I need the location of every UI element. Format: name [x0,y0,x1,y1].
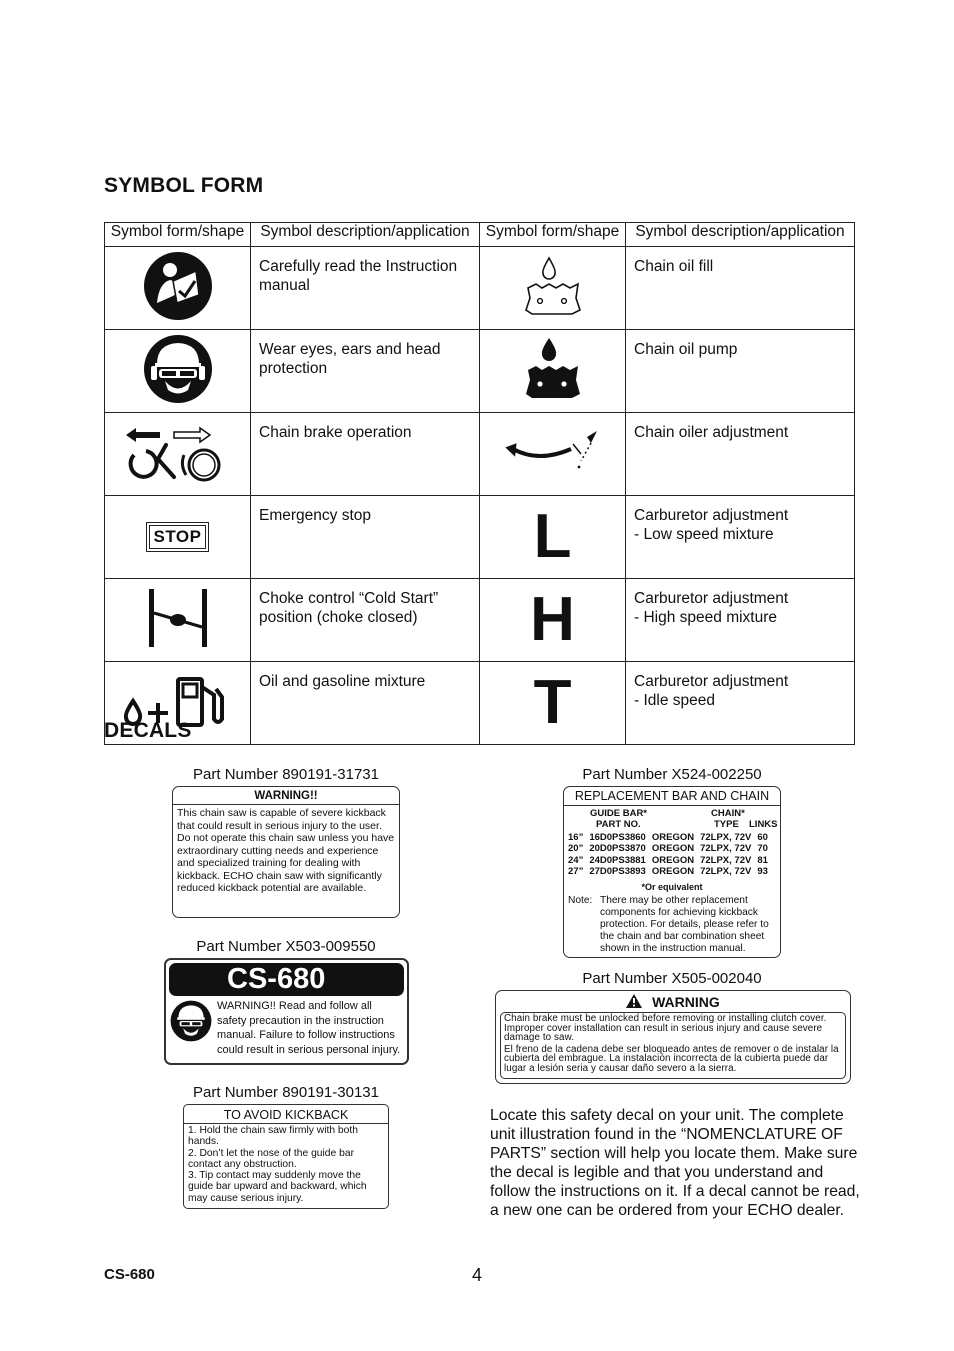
warning-text-es: El freno de la cadena debe ser bloqueado antes de remover o de instalar la cubierta del embrague. La instalación incorrecta de la cubierta puede dar lugar a lesión seria y causar daño severo a la sierra. [504,1043,839,1074]
cell: 72LPX, 72V [700,865,752,877]
symbol-desc: Carefully read the Instruction manual [251,247,480,330]
note-label: Note: [568,895,593,907]
table-row [105,330,855,413]
replacement-table [565,832,771,877]
symbol-table [104,222,855,745]
decal-title: REPLACEMENT BAR AND CHAIN [564,787,780,806]
cell: OREGON [651,854,695,866]
symbol-desc: Carburetor adjustment - High speed mixture [626,579,855,662]
symbol-desc: Oil and gasoline mixture [251,662,480,745]
col-header: Symbol form/shape [105,223,251,247]
col-guide-bar: GUIDE BAR* [590,808,648,819]
decal-text: This chain saw is capable of severe kickback that could result in serious injury to the user. Do not operate this chain saw unless you have extraordinary cutting needs and experience and specialized training for dealing with kickback. ECHO chain saw with significantly reduced kickback potential are available. [177,807,395,894]
symbol-form-heading: SYMBOL FORM [104,174,264,197]
decal-replacement-bar-chain [563,786,781,958]
decal-avoid-kickback [183,1104,389,1209]
cell: 72LPX, 72V [700,832,752,843]
symbol-desc: Wear eyes, ears and head protection [251,330,480,413]
carb-letter-t: T [533,668,572,737]
symbol-desc: Chain oil pump [626,330,855,413]
page-number: 4 [472,1265,483,1285]
col-type: TYPE [714,819,739,830]
table-row [105,413,855,496]
decal-title: TO AVOID KICKBACK [184,1105,388,1124]
decal-brake-warning [495,990,851,1084]
part-number-warning: Part Number 890191-31731 [193,766,379,783]
col-header: Symbol description/application [251,223,480,247]
read-manual-icon [143,251,213,321]
list-item: 3. Tip contact may suddenly move the guide bar upward and backward, which may cause serious injury. [188,1170,367,1204]
table-row [105,496,855,579]
cell: 20” [568,843,584,855]
col-header: Symbol description/application [626,223,855,247]
cell: 16” [568,832,584,843]
cell: 70 [757,843,768,855]
col-header: Symbol form/shape [480,223,626,247]
col-chain: CHAIN* [711,808,745,819]
decal-warning-kickback [172,786,400,918]
table-row [565,843,771,854]
decal-instructions: Locate this safety decal on your unit. The complete unit illustration found in the “NOMENCLATURE OF PARTS” section will help you locate them. Make sure the decal is legible and that you understand and follow the instructions on it. If a decal cannot be read, a new one can be ordered from your ECHO dealer. [490,1107,860,1219]
oiler-adjustment-icon [505,427,601,477]
head-protection-icon [143,334,213,404]
choke-icon [145,587,211,649]
note-text: There may be other replacement components for achieving kickback protection. For details, please refer to the chain and bar combination sheet shown in the instruction manual. [600,895,769,955]
col-links: LINKS [749,819,778,830]
warning-text-en: Chain brake must be unlocked before removing or installing clutch cover. Improper cover installation can result in serious injury and cause severe damage to saw. [504,1013,827,1043]
cell: OREGON [651,865,695,877]
carb-letter-h: H [530,585,575,654]
chain-oil-pump-icon [522,336,584,402]
col-part-no: PART NO. [596,819,641,830]
symbol-desc: Carburetor adjustment - Idle speed [626,662,855,745]
decals-heading: DECALS [104,719,192,742]
part-number-kickback: Part Number 890191-30131 [193,1084,379,1101]
cell: 72LPX, 72V [700,854,752,866]
chain-brake-icon [122,421,234,483]
cell: 24D0PS3881 [589,854,646,866]
cell: OREGON [651,832,695,843]
head-protection-icon [170,1000,212,1042]
table-row [565,855,771,866]
cell: OREGON [651,843,695,855]
symbol-desc: Chain oil fill [626,247,855,330]
symbol-desc: Emergency stop [251,496,480,579]
decal-cs680 [164,958,409,1065]
cell: 60 [757,832,768,843]
list-item: 2. Don’t let the nose of the guide bar contact any obstruction. [188,1147,355,1170]
table-row [105,662,855,745]
model-banner: CS-680 [169,963,404,996]
cell: 20D0PS3870 [589,843,646,855]
part-number-cs680: Part Number X503-009550 [196,938,376,955]
symbol-desc: Carburetor adjustment - Low speed mixture [626,496,855,579]
part-number-brake: Part Number X505-002040 [582,970,762,987]
table-row [565,866,771,877]
cell: 27D0PS3893 [589,865,646,877]
decal-title: WARNING!! [173,787,399,805]
cell: 93 [757,865,768,877]
cell: 27” [568,865,584,877]
equivalent-note: *Or equivalent [641,882,703,893]
stop-label: STOP [149,525,207,549]
symbol-desc: Choke control “Cold Start” position (choke closed) [251,579,480,662]
decal-text: WARNING!! Read and follow all safety precaution in the instruction manual. Failure to follow instructions could result in serious personal injury. [217,1000,401,1056]
symbol-desc: Chain oiler adjustment [626,413,855,496]
table-row [565,832,771,843]
part-number-replacement: Part Number X524-002250 [582,766,762,783]
chain-oil-fill-icon [522,254,584,318]
symbol-desc: Chain brake operation [251,413,480,496]
kickback-list [184,1124,388,1205]
symbol-table-header [105,223,855,247]
cell: 72LPX, 72V [700,843,752,855]
table-row [105,579,855,662]
cell: 24” [568,854,584,866]
stop-icon [146,522,210,552]
table-row [105,247,855,330]
warning-title: WARNING [652,994,720,1010]
carb-letter-l: L [533,502,572,571]
footer-model: CS-680 [104,1266,155,1283]
list-item: 1. Hold the chain saw firmly with both hands. [188,1125,358,1148]
cell: 16D0PS3860 [589,832,646,843]
cell: 81 [757,854,768,866]
warning-triangle-icon [626,994,642,1008]
